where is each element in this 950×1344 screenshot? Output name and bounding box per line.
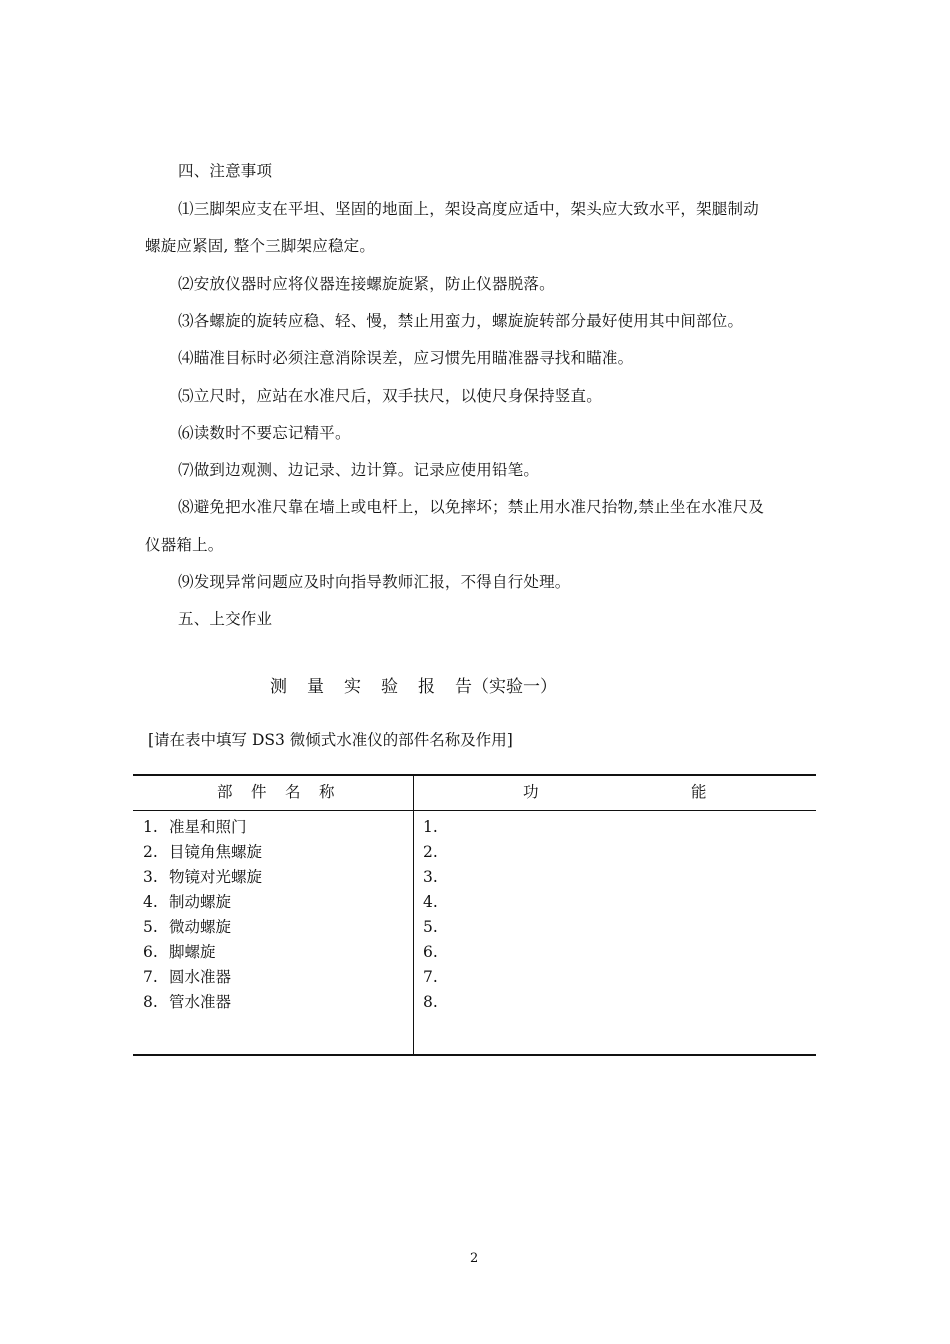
table-row xyxy=(143,816,262,841)
table-column-divider xyxy=(413,776,414,1054)
part-name: 微动螺旋 xyxy=(169,918,232,936)
section-heading-submit: 五、上交作业 xyxy=(178,610,273,628)
row-number: 6. xyxy=(143,943,158,961)
part-name-column xyxy=(143,816,262,1016)
report-title-char: 告（实验一） xyxy=(455,677,557,697)
table-row xyxy=(143,941,262,966)
function-cell: 2. xyxy=(423,843,438,861)
part-name: 准星和照门 xyxy=(169,818,247,836)
part-name: 物镜对光螺旋 xyxy=(169,868,263,886)
header-char: 能 xyxy=(691,783,707,801)
parts-table xyxy=(133,774,816,1056)
table-row xyxy=(143,991,262,1016)
header-char: 名 xyxy=(285,783,301,801)
header-char: 功 xyxy=(523,783,539,801)
table-row xyxy=(143,841,262,866)
row-number: 7. xyxy=(143,968,158,986)
function-cell: 1. xyxy=(423,818,438,836)
table-row xyxy=(143,891,262,916)
note-item-7: ⑺做到边观测、边记录、边计算。记录应使用铅笔。 xyxy=(178,461,540,479)
part-name: 圆水准器 xyxy=(169,968,232,986)
part-name: 管水准器 xyxy=(169,993,232,1011)
row-number: 3. xyxy=(143,868,158,886)
part-name: 脚螺旋 xyxy=(169,943,216,961)
report-instruction: [请在表中填写 DS3 微倾式水准仪的部件名称及作用] xyxy=(148,731,513,749)
row-number: 5. xyxy=(143,918,158,936)
note-item-9: ⑼发现异常问题应及时向指导教师汇报，不得自行处理。 xyxy=(178,573,571,591)
header-char: 部 xyxy=(217,783,233,801)
note-item-6: ⑹读数时不要忘记精平。 xyxy=(178,424,351,442)
note-item-8: ⑻避免把水准尺靠在墙上或电杆上，以免摔坏；禁止用水准尺抬物,禁止坐在水准尺及 xyxy=(178,498,765,516)
report-title-char: 测 xyxy=(270,677,287,697)
part-name: 制动螺旋 xyxy=(169,893,232,911)
note-item-5: ⑸立尺时，应站在水准尺后，双手扶尺，以使尺身保持竖直。 xyxy=(178,387,602,405)
function-cell: 5. xyxy=(423,918,438,936)
table-header-divider xyxy=(133,810,816,811)
table-row xyxy=(143,966,262,991)
function-column xyxy=(423,816,438,1016)
report-title-char: 实 xyxy=(344,677,361,697)
note-item-3: ⑶各螺旋的旋转应稳、轻、慢，禁止用蛮力，螺旋旋转部分最好使用其中间部位。 xyxy=(178,312,744,330)
table-header-function xyxy=(523,782,707,802)
function-cell: 7. xyxy=(423,968,438,986)
table-row xyxy=(143,916,262,941)
note-item-4: ⑷瞄准目标时必须注意消除误差，应习惯先用瞄准器寻找和瞄准。 xyxy=(178,349,634,367)
row-number: 4. xyxy=(143,893,158,911)
header-char: 件 xyxy=(251,783,267,801)
table-header-part-name xyxy=(217,782,335,802)
note-item-1-cont: 螺旋应紧固, 整个三脚架应稳定。 xyxy=(145,237,376,255)
report-title-char: 量 xyxy=(307,677,324,697)
function-cell: 4. xyxy=(423,893,438,911)
report-title-char: 报 xyxy=(418,677,435,697)
note-item-2: ⑵安放仪器时应将仪器连接螺旋旋紧，防止仪器脱落。 xyxy=(178,275,555,293)
row-number: 1. xyxy=(143,818,158,836)
function-cell: 6. xyxy=(423,943,438,961)
section-heading-notes: 四、注意事项 xyxy=(178,162,273,180)
row-number: 2. xyxy=(143,843,158,861)
function-cell: 3. xyxy=(423,868,438,886)
function-cell: 8. xyxy=(423,993,438,1011)
note-item-1: ⑴三脚架应支在平坦、坚固的地面上，架设高度应适中，架头应大致水平，架腿制动 xyxy=(178,200,759,218)
table-row xyxy=(143,866,262,891)
note-item-8-cont: 仪器箱上。 xyxy=(145,536,224,554)
row-number: 8. xyxy=(143,993,158,1011)
header-char: 称 xyxy=(319,783,335,801)
part-name: 目镜角焦螺旋 xyxy=(169,843,263,861)
page-number: 2 xyxy=(470,1251,479,1266)
report-title-char: 验 xyxy=(381,677,398,697)
report-title xyxy=(270,676,557,698)
